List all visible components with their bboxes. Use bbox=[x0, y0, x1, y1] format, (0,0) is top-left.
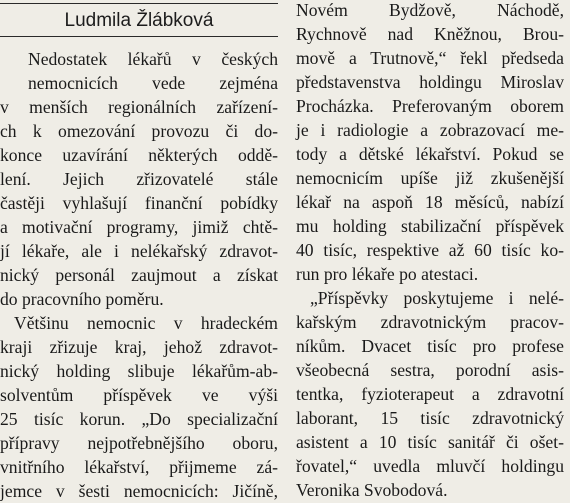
author-byline: Ludmila Žlábková bbox=[64, 10, 214, 31]
text-line: řovatel,“ uvedla mluvčí holdingu bbox=[296, 456, 564, 476]
text-line: „Příspěvky poskytujeme i nelé- bbox=[310, 288, 564, 308]
text-line: lékař na aspoň 18 měsíců, nabízí bbox=[296, 192, 564, 212]
text-line: ch k omezování provozu či do- bbox=[0, 121, 278, 141]
text-line: nemocnicím upíše již zkušenější bbox=[296, 168, 564, 188]
text-line: častěji vyhlašují finanční pobídky bbox=[0, 193, 278, 213]
text-line: laborant, 15 tisíc zdravotnický bbox=[296, 408, 564, 428]
text-line: asistent a 10 tisíc sanitář či ošet- bbox=[296, 432, 564, 452]
text-line: Novém Bydžově, Náchodě, bbox=[296, 0, 564, 20]
text-line: představenstva holdingu Miroslav bbox=[296, 72, 564, 92]
text-line: vnitřního lékařství, přijmeme zá- bbox=[0, 457, 278, 477]
text-line: do pracovního poměru. bbox=[0, 289, 164, 309]
text-line: solventům příspěvek ve výši bbox=[0, 385, 278, 405]
text-line: tentka, fyzioterapeut a zdravotní bbox=[296, 384, 564, 404]
bottom-rule bbox=[0, 36, 278, 37]
top-rule bbox=[0, 3, 278, 4]
text-line: jemce v šesti nemocnicích: Jičíně, bbox=[0, 481, 278, 501]
text-line: v menších regionálních zařízení- bbox=[0, 97, 278, 117]
text-line: 40 tisíc, respektive až 60 tisíc ko- bbox=[296, 240, 564, 260]
text-line: Většinu nemocnic v hradeckém bbox=[14, 313, 278, 333]
text-line: 25 tisíc korun. „Do specializační bbox=[0, 409, 278, 429]
text-line: kraji zřizuje kraj, jehož zdravot- bbox=[0, 337, 278, 357]
text-line: tody a dětské lékařství. Pokud se bbox=[296, 144, 564, 164]
text-line: Nedostatek lékařů v českých bbox=[28, 49, 278, 69]
text-line: všeobecná sestra, porodní asis- bbox=[296, 360, 564, 380]
text-line: jí lékaře, ale i nelékařský zdravot- bbox=[0, 241, 278, 261]
text-line: a motivační programy, jimiž chtě- bbox=[0, 217, 278, 237]
text-line: níkům. Dvacet tisíc pro profese bbox=[296, 336, 564, 356]
text-line: přípravy nejpotřebnějšího oboru, bbox=[0, 433, 278, 453]
text-line: mu holding stabilizační příspěvek bbox=[296, 216, 564, 236]
text-line: Procházka. Preferovaným oborem bbox=[296, 96, 564, 116]
text-line: nický personál zaujmout a získat bbox=[0, 265, 278, 285]
text-line: konce uzavírání některých oddě- bbox=[0, 145, 278, 165]
text-line: nický holding slibuje lékařům-ab- bbox=[0, 361, 278, 381]
text-line: nemocnicích vede zejména bbox=[28, 73, 278, 93]
text-line: kařským zdravotnickým pracov- bbox=[296, 312, 564, 332]
text-line: mově a Trutnově,“ řekl předseda bbox=[296, 48, 564, 68]
text-line: run pro lékaře po atestaci. bbox=[296, 264, 479, 284]
text-line: lení. Jejich zřizovatelé stále bbox=[0, 169, 278, 189]
text-line: je i radiologie a zobrazovací me- bbox=[296, 120, 564, 140]
text-line: Rychnově nad Kněžnou, Brou- bbox=[296, 24, 564, 44]
text-line: Veronika Svobodová. bbox=[296, 480, 448, 500]
